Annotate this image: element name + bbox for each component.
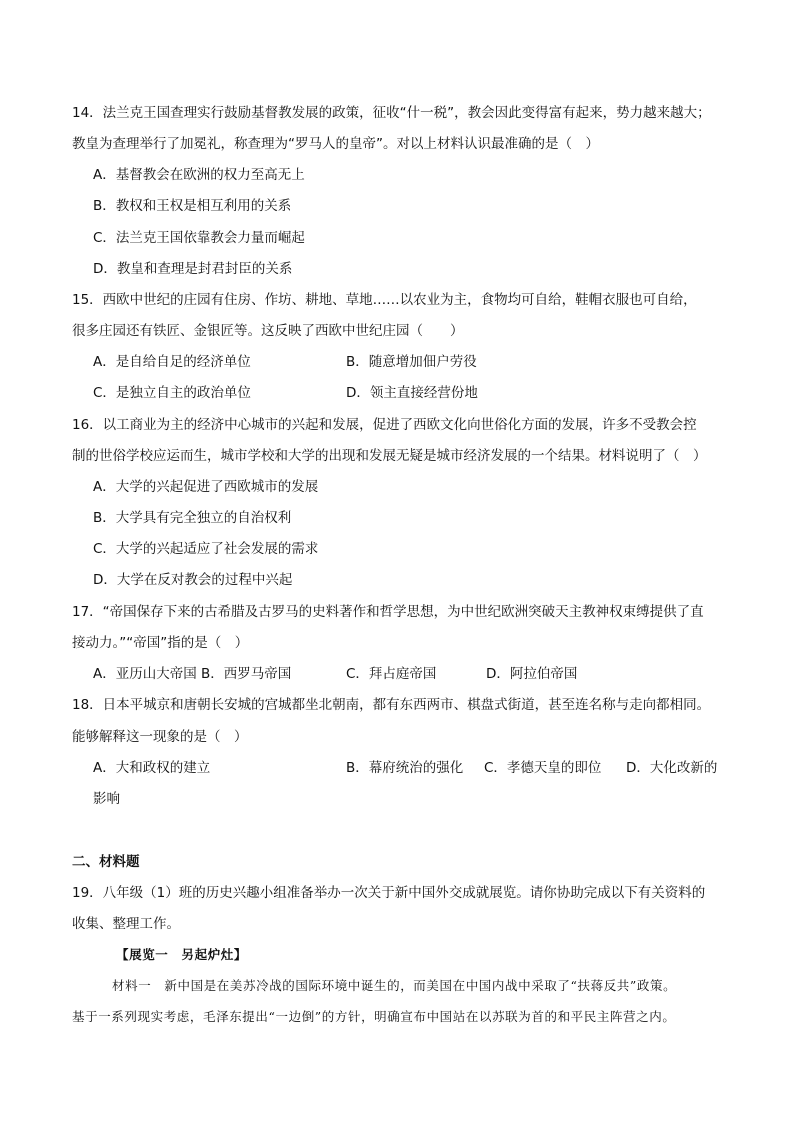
- question-18-stem-line1: 18．日本平城京和唐朝长安城的宫城都坐北朝南，都有东西两市、棋盘式街道，甚至连名称与走向都相同。: [72, 697, 711, 713]
- question-15-stem-line2: 很多庄园还有铁匠、金银匠等。这反映了西欧中世纪庄园（ ）: [72, 323, 464, 339]
- question-14-option-b: B．教权和王权是相互利用的关系: [93, 198, 292, 214]
- question-16-option-d: D．大学在反对教会的过程中兴起: [93, 572, 293, 588]
- question-15-stem-line1: 15．西欧中世纪的庄园有住房、作坊、耕地、草地……以农业为主，食物均可自给，鞋帽衣服也可自给，: [72, 292, 697, 308]
- question-18-option-c: C．孝德天皇的即位: [484, 760, 602, 776]
- question-17-option-d: D．阿拉伯帝国: [486, 666, 578, 682]
- question-14-option-d: D．教皇和查理是封君封臣的关系: [93, 261, 293, 277]
- question-18-option-d: D．大化改新的: [626, 760, 718, 776]
- exhibit-title: 【展览一 另起炉灶】: [116, 947, 248, 962]
- question-15-option-a: A．是自给自足的经济单位: [93, 354, 251, 370]
- question-18-option-a: A．大和政权的建立: [93, 760, 211, 776]
- question-18-stem-line2: 能够解释这一现象的是（ ）: [72, 729, 248, 745]
- material-line2: 基于一系列现实考虑，毛泽东提出“一边倒”的方针，明确宣布中国站在以苏联为首的和平民主阵营之内。: [72, 1009, 676, 1024]
- question-14-stem-line2: 教皇为查理举行了加冕礼，称查理为“罗马人的皇帝”。对以上材料认识最准确的是（ ）: [72, 136, 599, 152]
- question-17-option-ab: A．亚历山大帝国 B．西罗马帝国: [93, 666, 292, 682]
- question-16-stem-line2: 制的世俗学校应运而生，城市学校和大学的出现和发展无疑是城市经济发展的一个结果。材料说明了（ ）: [72, 448, 707, 464]
- question-17-stem-line2: 接动力。”“帝国”指的是（ ）: [72, 635, 249, 651]
- material-line1: 材料一 新中国是在美苏冷战的国际环境中诞生的，而美国在中国内战中采取了“扶蒋反共”政策。: [112, 978, 677, 993]
- question-16-stem-line1: 16．以工商业为主的经济中心城市的兴起和发展，促进了西欧文化向世俗化方面的发展，许多不受教会控: [72, 417, 697, 433]
- question-15-option-d: D．领主直接经营份地: [346, 385, 478, 401]
- question-15-option-b: B．随意增加佃户劳役: [346, 354, 477, 370]
- question-14-option-a: A．基督教会在欧洲的权力至高无上: [93, 167, 305, 183]
- question-18-option-b: B．幕府统治的强化: [346, 760, 464, 776]
- question-17-option-c: C．拜占庭帝国: [346, 666, 437, 682]
- question-16-option-a: A．大学的兴起促进了西欧城市的发展: [93, 479, 319, 495]
- section-heading: 二、材料题: [72, 854, 140, 870]
- question-15-option-c: C．是独立自主的政治单位: [93, 385, 251, 401]
- question-19-stem-line1: 19．八年级（1）班的历史兴趣小组准备举办一次关于新中国外交成就展览。请你协助完成以下有关资料的: [72, 885, 706, 901]
- question-14-stem-line1: 14．法兰克王国查理实行鼓励基督教发展的政策，征收“什一税”，教会因此变得富有起来，势力越来越大；: [72, 105, 711, 121]
- question-14-option-c: C．法兰克王国依靠教会力量而崛起: [93, 230, 305, 246]
- question-18-option-d-continued: 影响: [93, 791, 120, 807]
- question-16-option-c: C．大学的兴起适应了社会发展的需求: [93, 541, 319, 557]
- question-19-stem-line2: 收集、整理工作。: [72, 916, 180, 932]
- question-16-option-b: B．大学具有完全独立的自治权利: [93, 510, 292, 526]
- question-17-stem-line1: 17．“帝国保存下来的古希腊及古罗马的史料著作和哲学思想，为中世纪欧洲突破天主教神权束缚提供了直: [72, 604, 704, 620]
